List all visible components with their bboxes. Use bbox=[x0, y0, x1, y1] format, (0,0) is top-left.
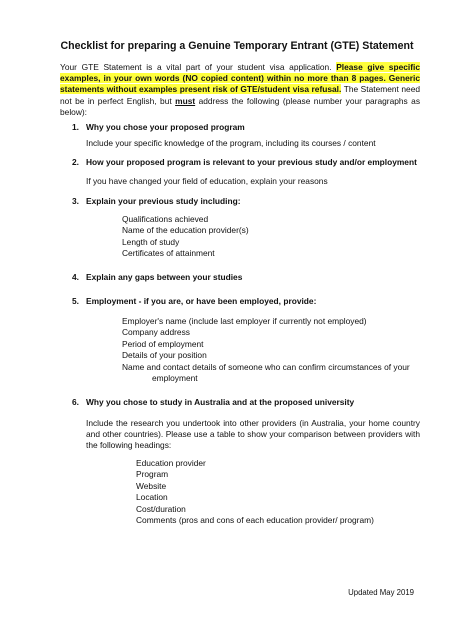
list-item: Period of employment bbox=[122, 338, 204, 349]
document-title: Checklist for preparing a Genuine Temporary Entrant (GTE) Statement bbox=[60, 40, 414, 52]
list-item: Location bbox=[136, 492, 168, 503]
item-heading-text: Explain any gaps between your studies bbox=[86, 272, 243, 282]
list-item: Name and contact details of someone who can confirm circumstances of your bbox=[122, 361, 410, 372]
item-1-detail: Include your specific knowledge of the program, including its courses / content bbox=[86, 138, 376, 148]
list-item: Employer's name (include last employer if currently not employed) bbox=[122, 316, 367, 326]
list-item: Details of your position bbox=[122, 350, 207, 361]
item-heading-text: Explain your previous study including: bbox=[86, 196, 241, 206]
list-item: Certificates of attainment bbox=[122, 248, 215, 259]
item-2-heading bbox=[72, 157, 417, 167]
item-4-heading bbox=[72, 272, 242, 282]
intro-must: must bbox=[175, 95, 196, 106]
list-item: Comments (pros and cons of each education provider/ program) bbox=[136, 515, 374, 526]
item-number: 6. bbox=[72, 397, 79, 407]
item-3-list bbox=[122, 214, 249, 260]
intro-tail: address the following (please number your paragraphs as below): bbox=[60, 95, 421, 117]
list-item: Cost/duration bbox=[136, 503, 186, 514]
list-item: Education provider bbox=[136, 458, 206, 468]
list-item: Program bbox=[136, 469, 169, 480]
item-6-list bbox=[136, 458, 374, 526]
list-item: Website bbox=[136, 480, 167, 491]
updated-date: Updated May 2019 bbox=[348, 588, 414, 597]
list-item: Name of the education provider(s) bbox=[122, 225, 249, 236]
item-5-list bbox=[122, 316, 410, 384]
item-6-detail: Include the research you undertook into other providers (in Australia, your home country and other countries). Please use a table to show your comparison between providers with the following headings: bbox=[86, 418, 420, 451]
list-item: Length of study bbox=[122, 236, 180, 247]
item-number: 1. bbox=[72, 122, 79, 132]
item-heading-text: Why you chose to study in Australia and at the proposed university bbox=[86, 397, 355, 407]
item-1-heading bbox=[72, 122, 245, 132]
item-number: 3. bbox=[72, 196, 79, 206]
list-item: Qualifications achieved bbox=[122, 214, 209, 224]
item-heading-text: How your proposed program is relevant to your previous study and/or employment bbox=[86, 157, 417, 167]
intro-after: The Statement need not be in perfect English, but bbox=[60, 84, 421, 106]
intro-paragraph bbox=[60, 62, 420, 118]
item-2-detail: If you have changed your field of education, explain your reasons bbox=[86, 176, 328, 186]
item-heading-text: Why you chose your proposed program bbox=[86, 122, 245, 132]
list-item: Company address bbox=[122, 327, 190, 338]
list-item: employment bbox=[152, 373, 198, 384]
item-heading-text: Employment - if you are, or have been employed, provide: bbox=[86, 296, 317, 306]
item-number: 2. bbox=[72, 157, 79, 167]
intro-highlight: Please give specific examples, in your own words (NO copied content) within no more than 8 pages. Generic statements without examples present risk of GTE/student visa refusal. bbox=[60, 62, 421, 95]
item-6-heading bbox=[72, 397, 354, 407]
item-number: 5. bbox=[72, 296, 79, 306]
item-5-heading bbox=[72, 296, 316, 306]
intro-lead: Your GTE Statement is a vital part of your student visa application. bbox=[60, 62, 332, 72]
item-3-heading bbox=[72, 196, 241, 206]
item-number: 4. bbox=[72, 272, 79, 282]
